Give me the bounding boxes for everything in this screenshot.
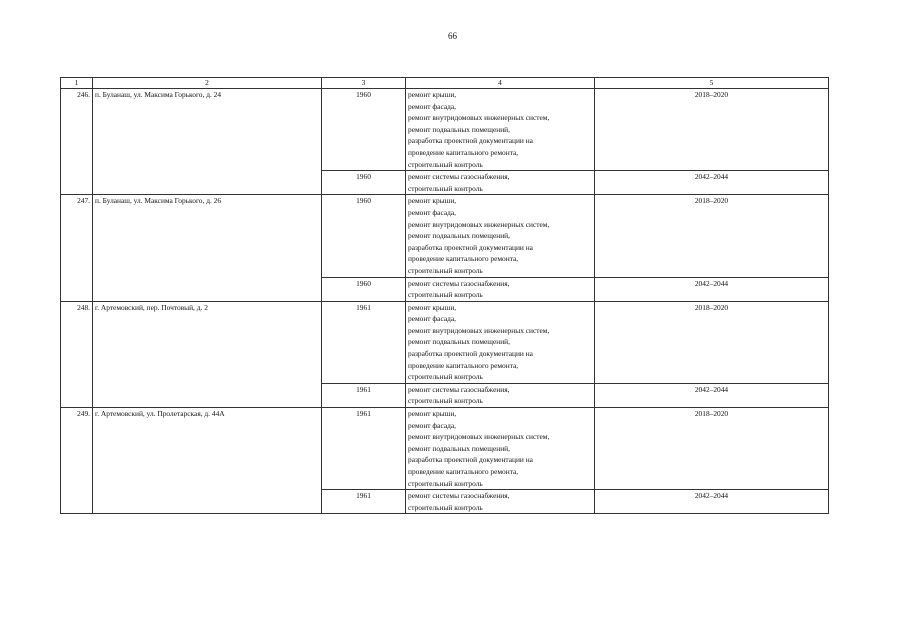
work-item: строительный контроль (408, 265, 483, 275)
repair-period: 2018–2020 (595, 301, 829, 383)
row-number: 249. (61, 408, 93, 514)
works-list (406, 490, 595, 514)
work-item: ремонт подвальных помещений, (408, 124, 510, 134)
repair-period: 2018–2020 (595, 408, 829, 490)
work-item: строительный контроль (408, 159, 483, 169)
row-number: 248. (61, 301, 93, 407)
building-address: п. Буланаш, ул. Максима Горького, д. 24 (93, 89, 322, 195)
work-item: ремонт внутридомовых инженерных систем, (408, 219, 550, 229)
row-number: 246. (61, 89, 93, 195)
work-item: строительный контроль (408, 372, 483, 382)
commissioning-year: 1961 (322, 408, 406, 490)
table-body (61, 89, 829, 514)
commissioning-year: 1960 (322, 277, 406, 301)
table-row (61, 408, 829, 490)
work-item: проведение капитального ремонта, (408, 147, 519, 157)
page-number: 66 (448, 31, 457, 41)
work-item: ремонт фасада, (408, 207, 456, 217)
work-item: строительный контроль (408, 183, 483, 193)
work-item: строительный контроль (408, 290, 483, 300)
repair-period: 2042–2044 (595, 277, 829, 301)
commissioning-year: 1961 (322, 383, 406, 407)
work-item: ремонт системы газоснабжения, (408, 278, 510, 288)
works-list (406, 171, 595, 195)
building-address: г. Артемовский, ул. Пролетарская, д. 44А (93, 408, 322, 514)
repair-schedule-table (60, 77, 829, 514)
work-item: строительный контроль (408, 396, 483, 406)
work-item: ремонт внутридомовых инженерных систем, (408, 432, 550, 442)
commissioning-year: 1960 (322, 195, 406, 277)
work-item: ремонт подвальных помещений, (408, 231, 510, 241)
work-item: проведение капитального ремонта, (408, 467, 519, 476)
table-row (61, 195, 829, 277)
repair-period: 2042–2044 (595, 171, 829, 195)
work-item: разработка проектной документации на (408, 349, 533, 359)
work-item: разработка проектной документации на (408, 455, 533, 465)
works-list (406, 89, 595, 171)
commissioning-year: 1961 (322, 490, 406, 514)
work-item: ремонт фасада, (408, 314, 456, 324)
row-number: 247. (61, 195, 93, 301)
work-item: ремонт фасада, (408, 101, 456, 111)
works-list (406, 408, 595, 490)
work-item: ремонт системы газоснабжения, (408, 384, 510, 394)
works-list (406, 277, 595, 301)
work-item: ремонт фасада, (408, 420, 456, 430)
work-item: ремонт подвальных помещений, (408, 443, 510, 453)
building-address: п. Буланаш, ул. Максима Горького, д. 26 (93, 195, 322, 301)
work-item: ремонт подвальных помещений, (408, 337, 510, 347)
column-header: 4 (406, 78, 595, 89)
work-item: ремонт системы газоснабжения, (408, 172, 510, 182)
work-item: разработка проектной документации на (408, 242, 533, 252)
work-item: ремонт системы газоснабжения, (408, 491, 510, 501)
column-header: 2 (93, 78, 322, 89)
work-item: ремонт внутридомовых инженерных систем, (408, 113, 550, 123)
works-list (406, 301, 595, 383)
commissioning-year: 1960 (322, 89, 406, 171)
work-item: ремонт крыши, (408, 90, 457, 99)
table-row (61, 301, 829, 383)
repair-period: 2042–2044 (595, 383, 829, 407)
work-item: проведение капитального ремонта, (408, 360, 519, 370)
work-item: ремонт внутридомовых инженерных систем, (408, 325, 550, 335)
work-item: разработка проектной документации на (408, 136, 533, 146)
repair-period: 2018–2020 (595, 195, 829, 277)
work-item: ремонт крыши, (408, 409, 457, 419)
work-item: ремонт крыши, (408, 302, 457, 312)
work-item: строительный контроль (408, 478, 483, 488)
building-address: г. Артемовский, пер. Почтовый, д. 2 (93, 301, 322, 407)
commissioning-year: 1961 (322, 301, 406, 383)
work-item: проведение капитального ремонта, (408, 254, 519, 264)
table-row (61, 89, 829, 171)
column-header: 1 (61, 78, 93, 89)
work-item: строительный контроль (408, 502, 483, 512)
table-header-row (61, 78, 829, 89)
works-list (406, 195, 595, 277)
repair-period: 2042–2044 (595, 490, 829, 514)
repair-period: 2018–2020 (595, 89, 829, 171)
column-header: 3 (322, 78, 406, 89)
works-list (406, 383, 595, 407)
work-item: ремонт крыши, (408, 196, 457, 206)
column-header: 5 (595, 78, 829, 89)
commissioning-year: 1960 (322, 171, 406, 195)
